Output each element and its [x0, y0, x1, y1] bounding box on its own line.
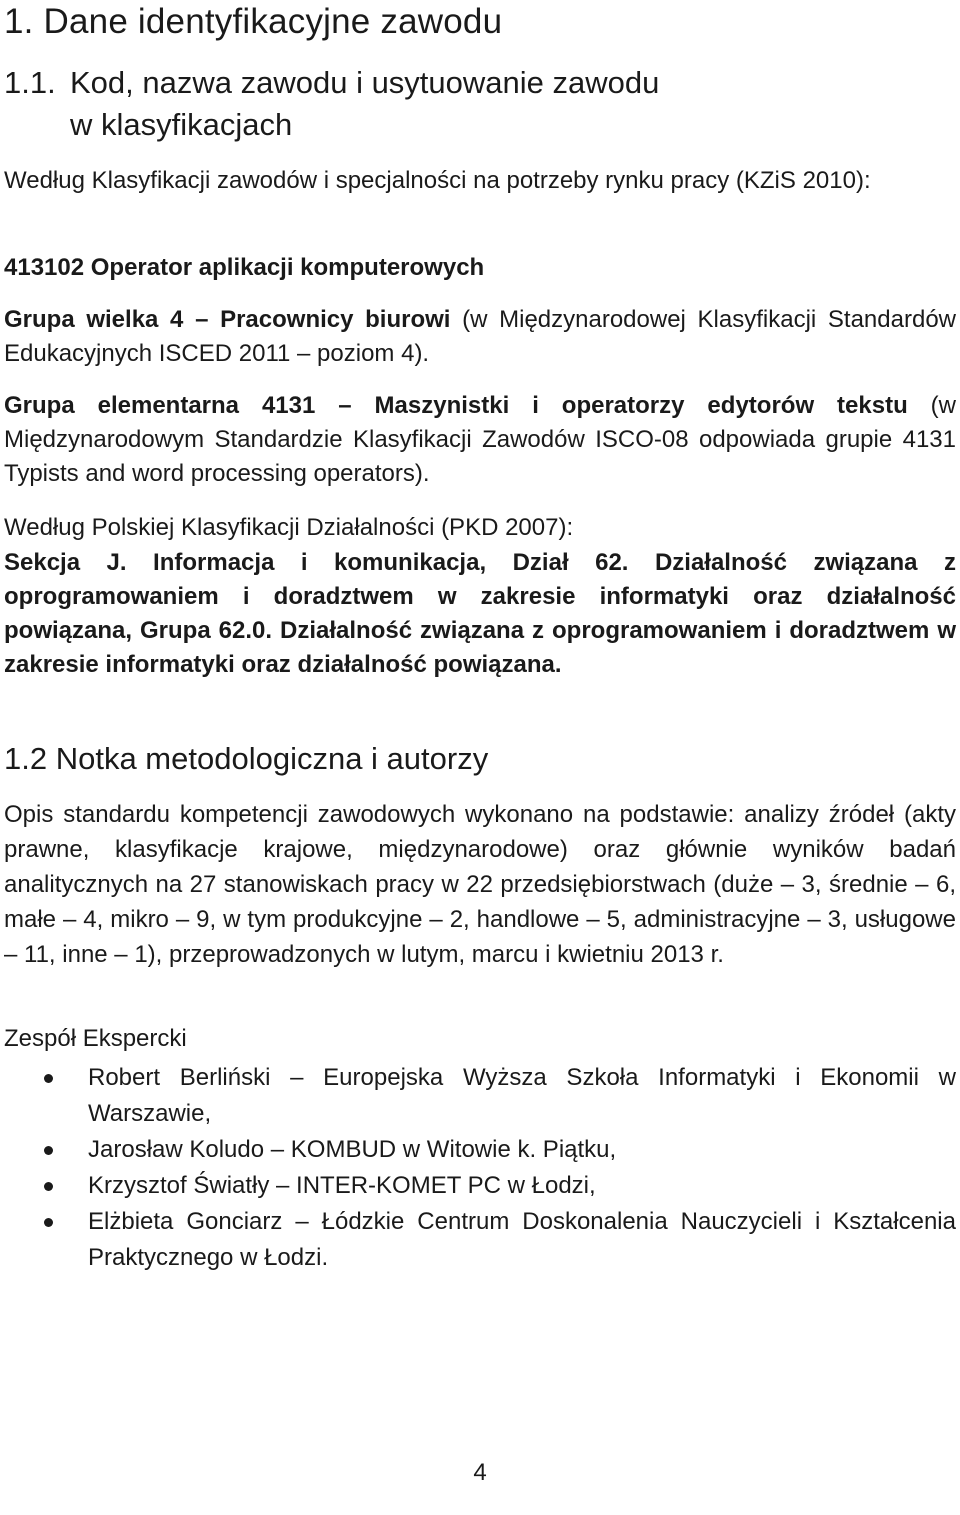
pkd-intro: Według Polskiej Klasyfikacji Działalności (PKD 2007): — [4, 514, 574, 541]
list-item — [4, 1204, 956, 1276]
methodology-paragraph: Opis standardu kompetencji zawodowych wykonano na podstawie: analizy źródeł (akty prawne, klasyfikacje krajowe, międzynarodowe) oraz głównie wyników badań analitycznych na 27 stanowiskach pracy w 22 przedsiębiorstwach (duże – 3, średnie – 6, małe – 4, mikro – 9, w tym produkcyjne – 2, handlowe – 5, administracyjne – 3, usługowe – 11, inne – 1), przeprowadzonych w lutym, marcu i kwietniu 2013 r. — [4, 801, 956, 968]
expert-team-heading: Zespół Ekspercki — [4, 1025, 187, 1052]
section-title-line2: w klasyfikacjach — [70, 107, 293, 142]
expert-list — [4, 1060, 956, 1276]
bullet-icon — [44, 1074, 53, 1083]
expert-entry: Jarosław Koludo – KOMBUD w Witowie k. Piątku, — [88, 1136, 617, 1163]
kzis-intro: Według Klasyfikacji zawodów i specjalności na potrzeby rynku pracy (KZiS 2010): — [4, 167, 871, 194]
expert-entry: Robert Berliński – Europejska Wyższa Szkoła Informatyki i Ekonomii w Warszawie, — [88, 1064, 956, 1127]
unit-group-paragraph — [4, 389, 956, 491]
pkd-detail: Sekcja J. Informacja i komunikacja, Dział 62. Działalność związana z oprogramowaniem i doradztwem w zakresie informatyki oraz działalność powiązana, Grupa 62.0. Działalność związana z oprogramowaniem i doradztwem w zakresie informatyki oraz działalność powiązana. — [4, 549, 956, 678]
expert-entry: Krzysztof Światły – INTER-KOMET PC w Łodzi, — [88, 1172, 596, 1199]
section-title-line1: Kod, nazwa zawodu i usytuowanie zawodu — [70, 65, 660, 100]
chapter-heading: 1. Dane identyfikacyjne zawodu — [4, 2, 503, 41]
section-heading — [4, 62, 956, 146]
list-item — [4, 1060, 956, 1132]
unit-group-label: Grupa elementarna 4131 – Maszynistki i operatorzy edytorów tekstu — [4, 392, 908, 419]
methodology-heading: 1.2 Notka metodologiczna i autorzy — [4, 741, 489, 776]
section-number: 1.1. — [4, 65, 56, 100]
page-number: 4 — [473, 1459, 487, 1486]
occupation-code-name: 413102 Operator aplikacji komputerowych — [4, 254, 485, 281]
major-group-paragraph — [4, 303, 956, 371]
bullet-icon — [44, 1218, 53, 1227]
expert-entry: Elżbieta Gonciarz – Łódzkie Centrum Doskonalenia Nauczycieli i Kształcenia Praktycznego w Łodzi. — [88, 1208, 956, 1271]
bullet-icon — [44, 1182, 53, 1191]
major-group-label: Grupa wielka 4 – Pracownicy biurowi — [4, 306, 451, 333]
unit-group-detail: (w Międzynarodowym Standardzie Klasyfikacji Zawodów ISCO-08 odpowiada grupie 4131 Typists and word processing operators). — [4, 392, 956, 487]
list-item — [4, 1168, 956, 1204]
major-group-detail: (w Międzynarodowej Klasyfikacji Standardów Edukacyjnych ISCED 2011 – poziom 4). — [4, 306, 956, 367]
list-item — [4, 1132, 956, 1168]
bullet-icon — [44, 1146, 53, 1155]
